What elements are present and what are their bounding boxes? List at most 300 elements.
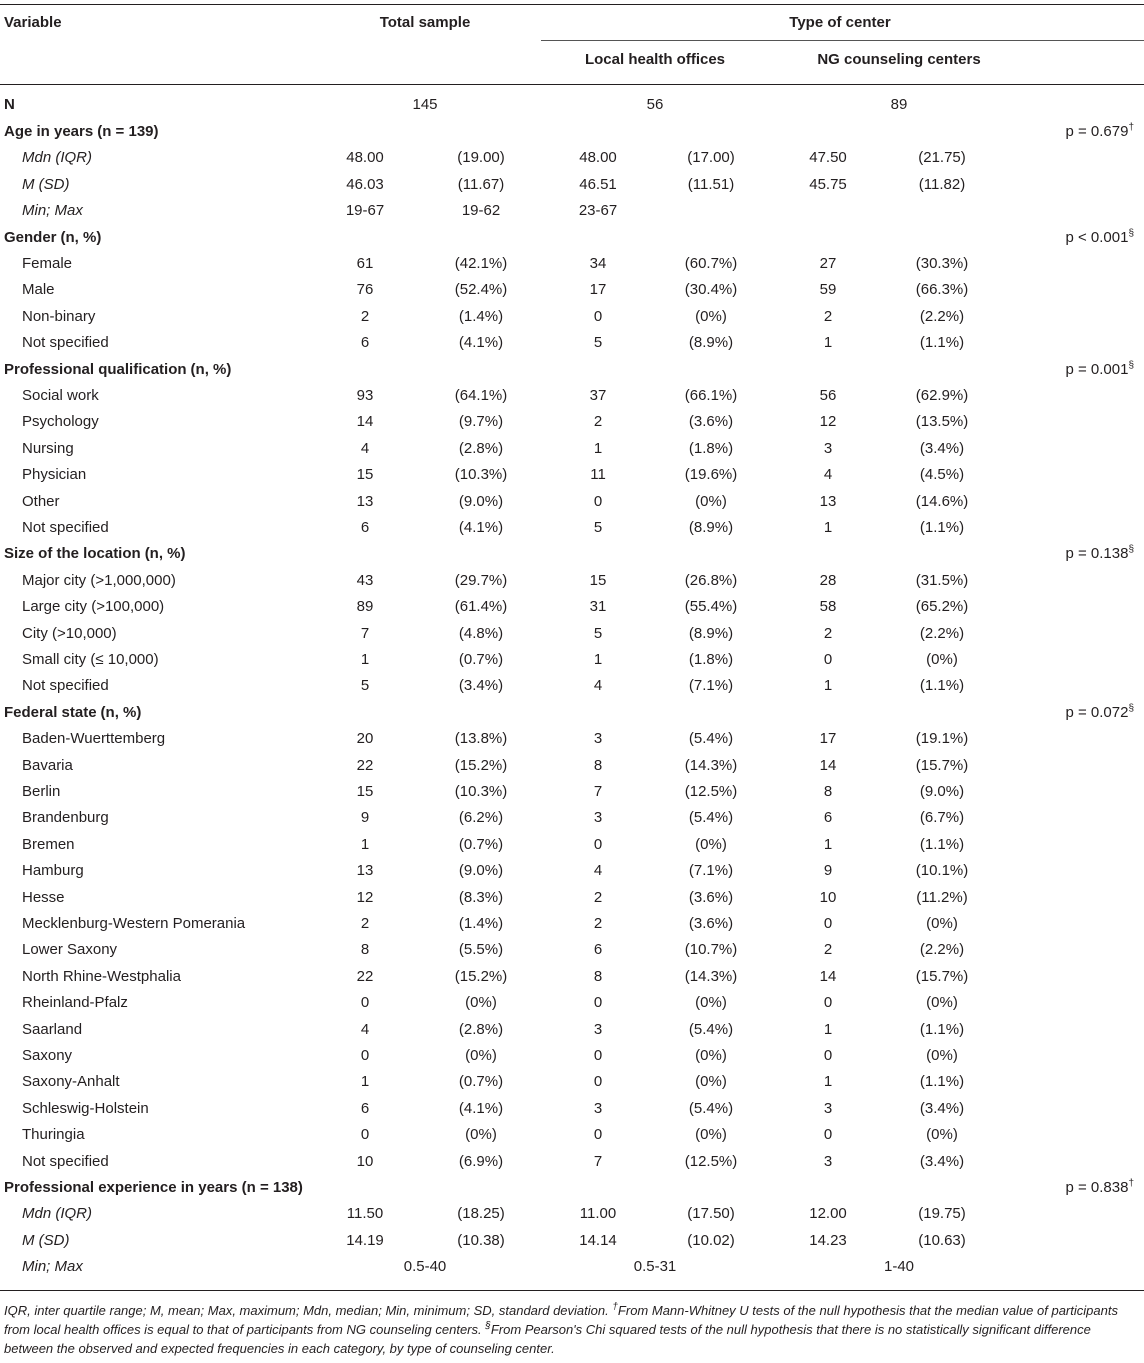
cell-d: (5.4%) — [688, 1100, 734, 1117]
section-header-experience — [0, 1178, 1144, 1204]
cell-a: 8 — [360, 941, 370, 958]
cell-d: (14.3%) — [684, 757, 738, 774]
row-label: Schleswig-Holstein — [22, 1100, 149, 1117]
cell-e: 8 — [823, 783, 833, 800]
table-row — [0, 307, 1144, 333]
table-row — [0, 835, 1144, 861]
cell-d: (7.1%) — [688, 862, 734, 879]
row-label: Thuringia — [22, 1126, 85, 1143]
table-row — [0, 782, 1144, 808]
cell-e: 1 — [823, 677, 833, 694]
table-row — [0, 940, 1144, 966]
cell-e: 2 — [823, 941, 833, 958]
cell-e: 1 — [823, 334, 833, 351]
cell-e: 1 — [823, 519, 833, 536]
table-row — [0, 888, 1144, 914]
table-row — [0, 1099, 1144, 1125]
cell-f: (4.5%) — [919, 466, 965, 483]
cell-f: (11.2%) — [916, 889, 968, 906]
table-row — [0, 571, 1144, 597]
cell-c: 0 — [593, 994, 603, 1011]
cell-d: (1.8%) — [688, 651, 734, 668]
cell-b: (1.4%) — [458, 915, 504, 932]
cell-b: (15.2%) — [454, 757, 508, 774]
cell-b: (0.7%) — [458, 651, 504, 668]
cell-b: (9.0%) — [458, 862, 504, 879]
cell-b: (4.1%) — [458, 519, 504, 536]
row-label: Nursing — [22, 440, 74, 457]
cell-b: (6.9%) — [458, 1153, 504, 1170]
cell-c: 0 — [593, 1047, 603, 1064]
p-value-text: p = 0.138 — [1065, 545, 1129, 562]
cell-a: 6 — [360, 334, 370, 351]
row-label: Physician — [22, 466, 87, 483]
cell-c: 7 — [593, 783, 603, 800]
cell-c: 3 — [593, 1021, 603, 1038]
cell-c: 5 — [593, 334, 603, 351]
row-label: Min; Max — [22, 202, 83, 219]
cell-e: 3 — [823, 1100, 833, 1117]
cell-d: (1.8%) — [688, 440, 734, 457]
footnote-mark-section: § — [485, 1320, 491, 1332]
cell-b: (3.4%) — [458, 677, 504, 694]
cell-d: (0%) — [695, 1126, 727, 1143]
cell-c: 1 — [593, 440, 603, 457]
table-row — [0, 333, 1144, 359]
cell-f: (13.5%) — [915, 413, 969, 430]
section-n-part: (n, %) — [100, 704, 142, 721]
cell-e: 13 — [819, 493, 837, 510]
row-label: M (SD) — [22, 1232, 70, 1249]
table-row — [0, 914, 1144, 940]
table-row — [0, 412, 1144, 438]
table-row — [0, 967, 1144, 993]
p-value — [1065, 1178, 1134, 1198]
cell-d: (60.7%) — [684, 255, 738, 272]
cell-e: 14 — [819, 757, 837, 774]
cell-a: 4 — [360, 440, 370, 457]
cell-a: 76 — [356, 281, 374, 298]
cell-e: 6 — [823, 809, 833, 826]
p-value-mark: § — [1128, 544, 1134, 555]
cell-a: 14 — [356, 413, 374, 430]
p-value-text: p = 0.679 — [1065, 123, 1129, 140]
cell-c: 17 — [589, 281, 607, 298]
cell-b: (2.8%) — [458, 1021, 504, 1038]
cell-c: 2 — [593, 889, 603, 906]
cell-c: 48.00 — [579, 149, 617, 166]
row-label: North Rhine-Westphalia — [22, 968, 181, 985]
header-group-rule — [541, 40, 1144, 41]
cell-f: (1.1%) — [919, 1021, 965, 1038]
cell-a: 2 — [360, 915, 370, 932]
cell-a: 0 — [360, 994, 370, 1011]
cell-e: 59 — [819, 281, 837, 298]
footnote-mark-dagger: † — [612, 1301, 618, 1313]
section-title-text: Professional qualification — [4, 361, 187, 378]
cell-b: (0%) — [465, 1047, 497, 1064]
cell-a: 5 — [360, 677, 370, 694]
cell-c: 0 — [593, 1073, 603, 1090]
p-value — [1065, 360, 1134, 380]
cell-a: 1 — [360, 651, 370, 668]
cell-e: 14 — [819, 968, 837, 985]
cell-d: (0%) — [695, 1047, 727, 1064]
row-label: Saxony-Anhalt — [22, 1073, 120, 1090]
cell-e: 17 — [819, 730, 837, 747]
cell-d: (7.1%) — [688, 677, 734, 694]
cell-b: (4.1%) — [458, 1100, 504, 1117]
section-header-location — [0, 544, 1144, 570]
cell-b: (0.7%) — [458, 1073, 504, 1090]
cell-e: 0 — [823, 994, 833, 1011]
cell-a: 22 — [356, 968, 374, 985]
row-label: Min; Max — [22, 1258, 83, 1275]
cell-d: (5.4%) — [688, 809, 734, 826]
footnote-chi-squared: From Pearson's Chi squared tests of the null hypothesis that there is no statistically significant difference between the observed and expected frequencies in each category, by type of counseling center. — [4, 1322, 1091, 1356]
cell-b: (11.67) — [457, 176, 505, 193]
cell-a: 22 — [356, 757, 374, 774]
table-row — [0, 650, 1144, 676]
cell-b: (29.7%) — [454, 572, 508, 589]
row-label: Mecklenburg-Western Pomerania — [22, 915, 246, 932]
section-title — [4, 544, 186, 564]
p-value-mark: § — [1128, 228, 1134, 239]
cell-a: 4 — [360, 1021, 370, 1038]
cell-c: 11.00 — [579, 1205, 617, 1222]
cell-b: (10.3%) — [454, 783, 508, 800]
cell-a: 13 — [356, 493, 374, 510]
cell-d: (17.50) — [687, 1205, 735, 1222]
cell-e: 0 — [823, 1047, 833, 1064]
cell-b: (6.2%) — [458, 809, 504, 826]
cell-f: (19.75) — [918, 1205, 966, 1222]
table-row — [0, 465, 1144, 491]
table-row — [0, 756, 1144, 782]
minmax-local: 0.5-31 — [633, 1258, 677, 1275]
cell-d: (55.4%) — [684, 598, 738, 615]
section-title-text: Gender — [4, 229, 57, 246]
cell-c: 4 — [593, 862, 603, 879]
cell-f: (0%) — [926, 1047, 958, 1064]
cell-b: (42.1%) — [454, 255, 508, 272]
row-label: M (SD) — [22, 176, 70, 193]
section-title-text: Age in years — [4, 123, 94, 140]
cell-e: 58 — [819, 598, 837, 615]
cell-b: (10.38) — [457, 1232, 505, 1249]
cell-a: 89 — [356, 598, 374, 615]
cell-a: 11.50 — [346, 1205, 384, 1222]
section-n-part: (n, %) — [190, 361, 232, 378]
row-label: Saxony — [22, 1047, 73, 1064]
table-row — [0, 729, 1144, 755]
cell-f: (1.1%) — [919, 334, 965, 351]
header-variable: Variable — [4, 14, 62, 31]
cell-d: (10.7%) — [684, 941, 738, 958]
cell-f: (19.1%) — [915, 730, 969, 747]
cell-f: (0%) — [926, 915, 958, 932]
cell-a: 6 — [360, 519, 370, 536]
cell-c: 15 — [589, 572, 607, 589]
cell-d: (14.3%) — [684, 968, 738, 985]
cell-f: (10.1%) — [915, 862, 969, 879]
table-row — [0, 597, 1144, 623]
section-header-federal-state — [0, 703, 1144, 729]
cell-e: 12.00 — [809, 1205, 847, 1222]
cell-a: 6 — [360, 1100, 370, 1117]
cell-c: 11 — [590, 466, 606, 483]
cell-e: 45.75 — [809, 176, 847, 193]
cell-c: 0 — [593, 836, 603, 853]
row-label: Mdn (IQR) — [22, 149, 93, 166]
cell-d: (0%) — [695, 994, 727, 1011]
cell-b: (19.00) — [457, 149, 505, 166]
cell-c: 5 — [593, 519, 603, 536]
cell-d: (0%) — [695, 1073, 727, 1090]
cell-c: 8 — [593, 757, 603, 774]
row-label: Hamburg — [22, 862, 84, 879]
section-n-part: (n = 139) — [97, 123, 159, 140]
p-value — [1065, 122, 1134, 142]
table-row — [0, 148, 1144, 174]
row-label: City (>10,000) — [22, 625, 117, 642]
cell-d: (0%) — [695, 836, 727, 853]
table-row — [0, 518, 1144, 544]
cell-d: (3.6%) — [688, 889, 734, 906]
cell-e: 4 — [823, 466, 833, 483]
cell-d: (8.9%) — [688, 519, 734, 536]
cell-f: (15.7%) — [915, 968, 969, 985]
cell-d: (11.51) — [687, 176, 735, 193]
cell-e: 12 — [819, 413, 837, 430]
cell-d: (0%) — [695, 493, 727, 510]
table-row — [0, 1020, 1144, 1046]
table-row — [0, 492, 1144, 518]
table-row — [0, 1204, 1144, 1230]
table-row — [0, 1152, 1144, 1178]
section-title-text: Federal state — [4, 704, 97, 721]
cell-b: (1.4%) — [458, 308, 504, 325]
row-label: Not specified — [22, 519, 109, 536]
cell-f: (2.2%) — [919, 308, 965, 325]
cell-a: 15 — [356, 466, 374, 483]
cell-d: (10.02) — [687, 1232, 735, 1249]
p-value-mark: † — [1128, 122, 1134, 133]
cell-d: (5.4%) — [688, 730, 734, 747]
cell-e: 3 — [823, 1153, 833, 1170]
cell-e: 3 — [823, 440, 833, 457]
cell-b: 19-62 — [461, 202, 501, 219]
section-title — [4, 228, 101, 248]
cell-a: 13 — [356, 862, 374, 879]
cell-c: 0 — [593, 493, 603, 510]
section-n-part: (n, %) — [60, 229, 102, 246]
cell-d: (17.00) — [687, 149, 735, 166]
cell-a: 46.03 — [346, 176, 384, 193]
cell-b: (18.25) — [457, 1205, 505, 1222]
cell-b: (4.8%) — [458, 625, 504, 642]
table-row — [0, 1125, 1144, 1151]
cell-a: 1 — [360, 836, 370, 853]
table-row — [0, 993, 1144, 1019]
cell-b: (4.1%) — [458, 334, 504, 351]
cell-f: (65.2%) — [915, 598, 969, 615]
row-label: Major city (>1,000,000) — [22, 572, 176, 589]
row-label: Berlin — [22, 783, 61, 800]
cell-f: (66.3%) — [915, 281, 969, 298]
row-label: Small city (≤ 10,000) — [22, 651, 159, 668]
row-label: Psychology — [22, 413, 99, 430]
cell-b: (8.3%) — [458, 889, 504, 906]
table-row — [0, 1072, 1144, 1098]
cell-b: (0%) — [465, 1126, 497, 1143]
section-title-text: Professional experience in years (n = 138) — [4, 1179, 303, 1196]
cell-a: 48.00 — [346, 149, 384, 166]
p-value — [1065, 228, 1134, 248]
cell-e: 47.50 — [809, 149, 847, 166]
cell-c: 34 — [589, 255, 607, 272]
cell-b: (10.3%) — [454, 466, 508, 483]
cell-c: 0 — [593, 308, 603, 325]
cell-b: (13.8%) — [454, 730, 508, 747]
cell-d: (8.9%) — [688, 625, 734, 642]
header-type-of-center: Type of center — [789, 14, 891, 31]
cell-e: 56 — [819, 387, 837, 404]
table-row — [0, 175, 1144, 201]
row-label: Mdn (IQR) — [22, 1205, 93, 1222]
cell-f: (62.9%) — [915, 387, 969, 404]
cell-c: 2 — [593, 915, 603, 932]
row-label: Female — [22, 255, 73, 272]
table-footnote — [4, 1301, 1140, 1358]
cell-a: 7 — [360, 625, 370, 642]
cell-e: 2 — [823, 308, 833, 325]
table-row — [0, 861, 1144, 887]
table-row — [0, 624, 1144, 650]
p-value-mark: § — [1128, 703, 1134, 714]
cell-d: (3.6%) — [688, 413, 734, 430]
cell-f: (0%) — [926, 1126, 958, 1143]
cell-c: 5 — [593, 625, 603, 642]
n-total: 145 — [412, 96, 438, 113]
cell-c: 46.51 — [579, 176, 617, 193]
cell-e: 9 — [823, 862, 833, 879]
cell-f: (10.63) — [918, 1232, 966, 1249]
cell-f: (31.5%) — [915, 572, 969, 589]
cell-f: (30.3%) — [915, 255, 969, 272]
cell-f: (1.1%) — [919, 677, 965, 694]
row-label: Other — [22, 493, 60, 510]
cell-d: (3.6%) — [688, 915, 734, 932]
cell-e: 0 — [823, 1126, 833, 1143]
cell-a: 15 — [356, 783, 374, 800]
p-value-text: p = 0.001 — [1065, 361, 1129, 378]
table-row — [0, 1046, 1144, 1072]
cell-a: 2 — [360, 308, 370, 325]
cell-f: (21.75) — [918, 149, 966, 166]
minmax-total: 0.5-40 — [403, 1258, 447, 1275]
cell-f: (3.4%) — [919, 1100, 965, 1117]
cell-a: 1 — [360, 1073, 370, 1090]
cell-c: 6 — [593, 941, 603, 958]
cell-c: 2 — [593, 413, 603, 430]
cell-a: 0 — [360, 1047, 370, 1064]
cell-a: 19-67 — [345, 202, 385, 219]
cell-b: (52.4%) — [454, 281, 508, 298]
table-bottom-rule — [0, 1290, 1144, 1291]
cell-b: (5.5%) — [458, 941, 504, 958]
cell-c: 1 — [593, 651, 603, 668]
footnote-mann-whitney: From Mann-Whitney U tests of the null hypothesis that the median value of participants from local health offices is equal to that of participants from NG counseling centers. — [4, 1303, 1118, 1337]
cell-c: 37 — [589, 387, 607, 404]
cell-e: 28 — [819, 572, 837, 589]
table-row — [0, 1231, 1144, 1257]
row-label: Male — [22, 281, 55, 298]
cell-b: (61.4%) — [454, 598, 508, 615]
cell-f: (9.0%) — [919, 783, 965, 800]
minmax-ng: 1-40 — [883, 1258, 915, 1275]
cell-c: 23-67 — [578, 202, 618, 219]
cell-d: (12.5%) — [684, 783, 738, 800]
table-row-n — [0, 95, 1144, 121]
table-row — [0, 808, 1144, 834]
row-label: Not specified — [22, 334, 109, 351]
cell-d: (12.5%) — [684, 1153, 738, 1170]
section-header-age — [0, 122, 1144, 148]
cell-a: 43 — [356, 572, 374, 589]
row-label: Baden-Wuerttemberg — [22, 730, 166, 747]
cell-f: (2.2%) — [919, 625, 965, 642]
cell-c: 3 — [593, 809, 603, 826]
cell-d: (66.1%) — [684, 387, 738, 404]
p-value-mark: § — [1128, 360, 1134, 371]
section-title — [4, 1178, 303, 1198]
section-title — [4, 360, 231, 380]
cell-d: (19.6%) — [684, 466, 738, 483]
header-ng-counseling-centers: NG counseling centers — [817, 51, 981, 68]
section-title — [4, 122, 159, 142]
cell-f: (3.4%) — [919, 440, 965, 457]
cell-e: 0 — [823, 915, 833, 932]
row-label: Social work — [22, 387, 99, 404]
cell-f: (1.1%) — [919, 519, 965, 536]
table-row — [0, 201, 1144, 227]
header-total-sample: Total sample — [379, 14, 471, 31]
cell-a: 12 — [356, 889, 374, 906]
row-label: Not specified — [22, 1153, 109, 1170]
section-header-gender — [0, 228, 1144, 254]
cell-e: 1 — [823, 836, 833, 853]
row-label: N — [4, 96, 15, 113]
cell-b: (64.1%) — [454, 387, 508, 404]
cell-f: (0%) — [926, 651, 958, 668]
n-local: 56 — [646, 96, 664, 113]
cell-b: (9.0%) — [458, 493, 504, 510]
cell-c: 0 — [593, 1126, 603, 1143]
p-value — [1065, 703, 1134, 723]
p-value-text: p = 0.072 — [1065, 704, 1129, 721]
cell-f: (1.1%) — [919, 1073, 965, 1090]
table-row — [0, 254, 1144, 280]
cell-b: (15.2%) — [454, 968, 508, 985]
cell-f: (11.82) — [918, 176, 966, 193]
cell-f: (15.7%) — [915, 757, 969, 774]
cell-c: 4 — [593, 677, 603, 694]
cell-c: 3 — [593, 730, 603, 747]
section-header-qualification — [0, 360, 1144, 386]
section-title — [4, 703, 141, 723]
row-label: Lower Saxony — [22, 941, 118, 958]
